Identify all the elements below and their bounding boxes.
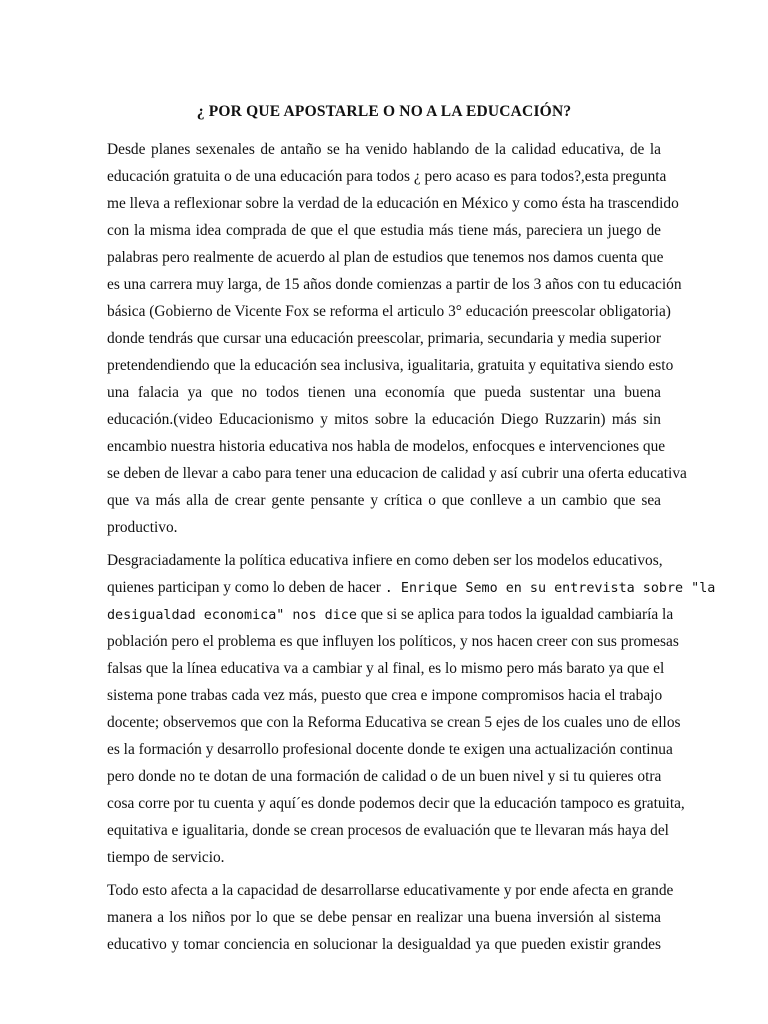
paragraph-line: Todo esto afecta a la capacidad de desarrollarse educativamente y por ende afecta en grande [107,882,674,899]
paragraph-line: es una carrera muy larga, de 15 años donde comienzas a partir de los 3 años con tu educación [107,276,682,293]
paragraph-line: población pero el problema es que influyen los políticos, y nos hacen creer con sus promesas [107,633,679,650]
paragraph-line: educativo y tomar conciencia en solucionar la desigualdad ya que pueden existir grandes [107,936,661,953]
paragraph-line: tiempo de servicio. [107,849,225,866]
paragraph-line: con la misma idea comprada de que el que estudia más tiene más, pareciera un juego de [107,222,661,239]
line-segment-mono: . Enrique Semo en su entrevista sobre "la [384,581,716,596]
line-segment: quienes participan y como lo deben de hacer [107,579,381,596]
paragraph-line: docente; observemos que con la Reforma Educativa se crean 5 ejes de los cuales uno de ellos [107,714,681,731]
line-segment-mono: desigualdad economica" nos dice [107,608,357,623]
paragraph-line: básica (Gobierno de Vicente Fox se reforma el articulo 3° educación preescolar obligatoria) [107,303,671,320]
paragraph-line: sistema pone trabas cada vez más, puesto que crea e impone compromisos hacia el trabajo [107,687,663,704]
paragraph-line: cosa corre por tu cuenta y aquí´es donde podemos decir que la educación tampoco es gratuita, [107,795,685,812]
document-title: ¿ POR QUE APOSTARLE O NO A LA EDUCACIÓN? [196,103,572,120]
paragraph-line: una falacia ya que no todos tienen una economía que pueda sustentar una buena [107,384,661,401]
paragraph-line: equitativa e igualitaria, donde se crean procesos de evaluación que te llevaran más haya del [107,822,669,839]
paragraph-line [107,577,716,599]
paragraph-line: pero donde no te dotan de una formación de calidad o de un buen nivel y si tu quieres otra [107,768,662,785]
paragraph-line: encambio nuestra historia educativa nos habla de modelos, enfocques e intervenciones que [107,438,666,455]
paragraph-line [107,604,674,626]
paragraph-line: manera a los niños por lo que se debe pensar en realizar una buena inversión al sistema [107,909,661,926]
paragraph-line: que va más alla de crear gente pensante y crítica o que conlleve a un cambio que sea [107,492,661,509]
paragraph-line: me lleva a reflexionar sobre la verdad de la educación en México y como ésta ha trascendido [107,195,679,212]
paragraph-line: palabras pero realmente de acuerdo al plan de estudios que tenemos nos damos cuenta que [107,249,664,266]
paragraph-line: se deben de llevar a cabo para tener una educacion de calidad y así cubrir una oferta educativa [107,465,687,482]
paragraph-line: educación.(video Educacionismo y mitos sobre la educación Diego Ruzzarin) más sin [107,411,661,428]
paragraph-line: pretendendiendo que la educación sea inclusiva, igualitaria, gratuita y equitativa siendo esto [107,357,674,374]
paragraph-line: donde tendrás que cursar una educación preescolar, primaria, secundaria y media superior [107,330,661,347]
paragraph-line: falsas que la línea educativa va a cambiar y al final, es lo mismo pero más barato ya que el [107,660,665,677]
paragraph-line: educación gratuita o de una educación para todos ¿ pero acaso es para todos?,esta pregunta [107,168,667,185]
line-segment: que si se aplica para todos la igualdad cambiaría la [356,606,674,623]
paragraph-line: productivo. [107,519,178,536]
paragraph-line: es la formación y desarrollo profesional docente donde te exigen una actualización continua [107,741,673,758]
paragraph-line: Desde planes sexenales de antaño se ha venido hablando de la calidad educativa, de la [107,141,661,158]
paragraph-line: Desgraciadamente la política educativa infiere en como deben ser los modelos educativos, [107,552,663,569]
